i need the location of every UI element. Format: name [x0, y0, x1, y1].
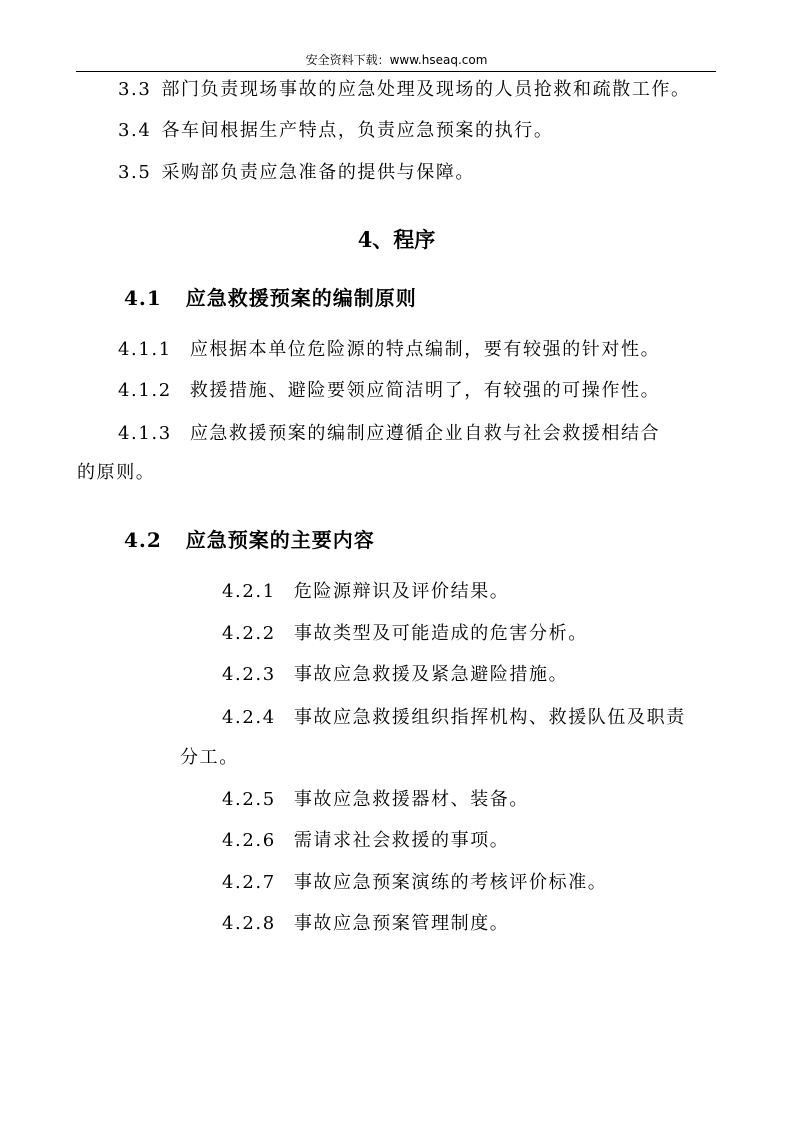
section-title: 应急救援预案的编制原则 — [185, 286, 417, 310]
paragraph-4-1-1 — [118, 336, 660, 364]
paragraph-4-2-8 — [222, 910, 509, 938]
section-4-2-heading — [124, 525, 375, 555]
paragraph-4-2-4 — [222, 704, 686, 732]
section-4-1-heading — [124, 283, 417, 313]
paragraph-4-1-2 — [118, 377, 660, 405]
item-text: 各车间根据生产特点，负责应急预案的执行。 — [161, 120, 554, 141]
item-text: 事故应急救援及紧急避险措施。 — [293, 664, 569, 685]
item-number: 3.4 — [118, 120, 152, 141]
paragraph-3-4 — [118, 117, 553, 145]
item-text: 事故应急预案管理制度。 — [293, 913, 510, 934]
item-text: 应根据本单位危险源的特点编制，要有较强的针对性。 — [189, 339, 661, 360]
section-number: 4.1 — [124, 286, 162, 310]
item-number: 3.3 — [118, 79, 152, 100]
header-divider — [76, 71, 716, 72]
paragraph-4-1-3-continuation: 的原则。 — [77, 462, 156, 483]
item-text: 救援措施、避险要领应简洁明了，有较强的可操作性。 — [189, 380, 661, 401]
item-text: 事故类型及可能造成的危害分析。 — [293, 623, 588, 644]
item-text: 事故应急救援器材、装备。 — [293, 789, 530, 810]
paragraph-3-3 — [118, 76, 691, 104]
item-number: 4.2.3 — [222, 664, 276, 685]
item-number: 3.5 — [118, 162, 152, 183]
item-number: 4.2.8 — [222, 913, 276, 934]
section-title: 应急预案的主要内容 — [185, 528, 375, 552]
item-number: 4.2.4 — [222, 707, 276, 728]
item-text: 事故应急救援组织指挥机构、救援队伍及职责 — [293, 707, 686, 728]
item-number: 4.2.5 — [222, 789, 276, 810]
item-number: 4.2.6 — [222, 830, 276, 851]
item-number: 4.2.2 — [222, 623, 276, 644]
item-number: 4.2.1 — [222, 581, 276, 602]
chapter-title: 4、程序 — [357, 227, 436, 252]
page-header: 安全资料下载：www.hseaq.com — [305, 53, 488, 67]
item-text: 危险源辩识及评价结果。 — [293, 581, 510, 602]
paragraph-4-2-2 — [222, 620, 588, 648]
paragraph-4-2-1 — [222, 578, 509, 606]
item-text: 事故应急预案演练的考核评价标准。 — [293, 872, 608, 893]
item-number: 4.1.3 — [118, 423, 172, 444]
paragraph-4-2-6 — [222, 827, 509, 855]
paragraph-4-2-7 — [222, 869, 607, 897]
paragraph-3-5 — [118, 159, 475, 187]
section-number: 4.2 — [124, 528, 162, 552]
paragraph-4-1-3 — [118, 420, 660, 448]
paragraph-4-2-3 — [222, 661, 568, 689]
item-number: 4.1.2 — [118, 380, 172, 401]
paragraph-4-2-4-continuation: 分工。 — [180, 747, 239, 768]
item-text: 应急救援预案的编制应遵循企业自救与社会救援相结合 — [189, 423, 661, 444]
item-number: 4.2.7 — [222, 872, 276, 893]
paragraph-4-2-5 — [222, 786, 529, 814]
item-text: 部门负责现场事故的应急处理及现场的人员抢救和疏散工作。 — [161, 79, 691, 100]
item-text: 需请求社会救援的事项。 — [293, 830, 510, 851]
item-text: 采购部负责应急准备的提供与保障。 — [161, 162, 476, 183]
item-number: 4.1.1 — [118, 339, 172, 360]
